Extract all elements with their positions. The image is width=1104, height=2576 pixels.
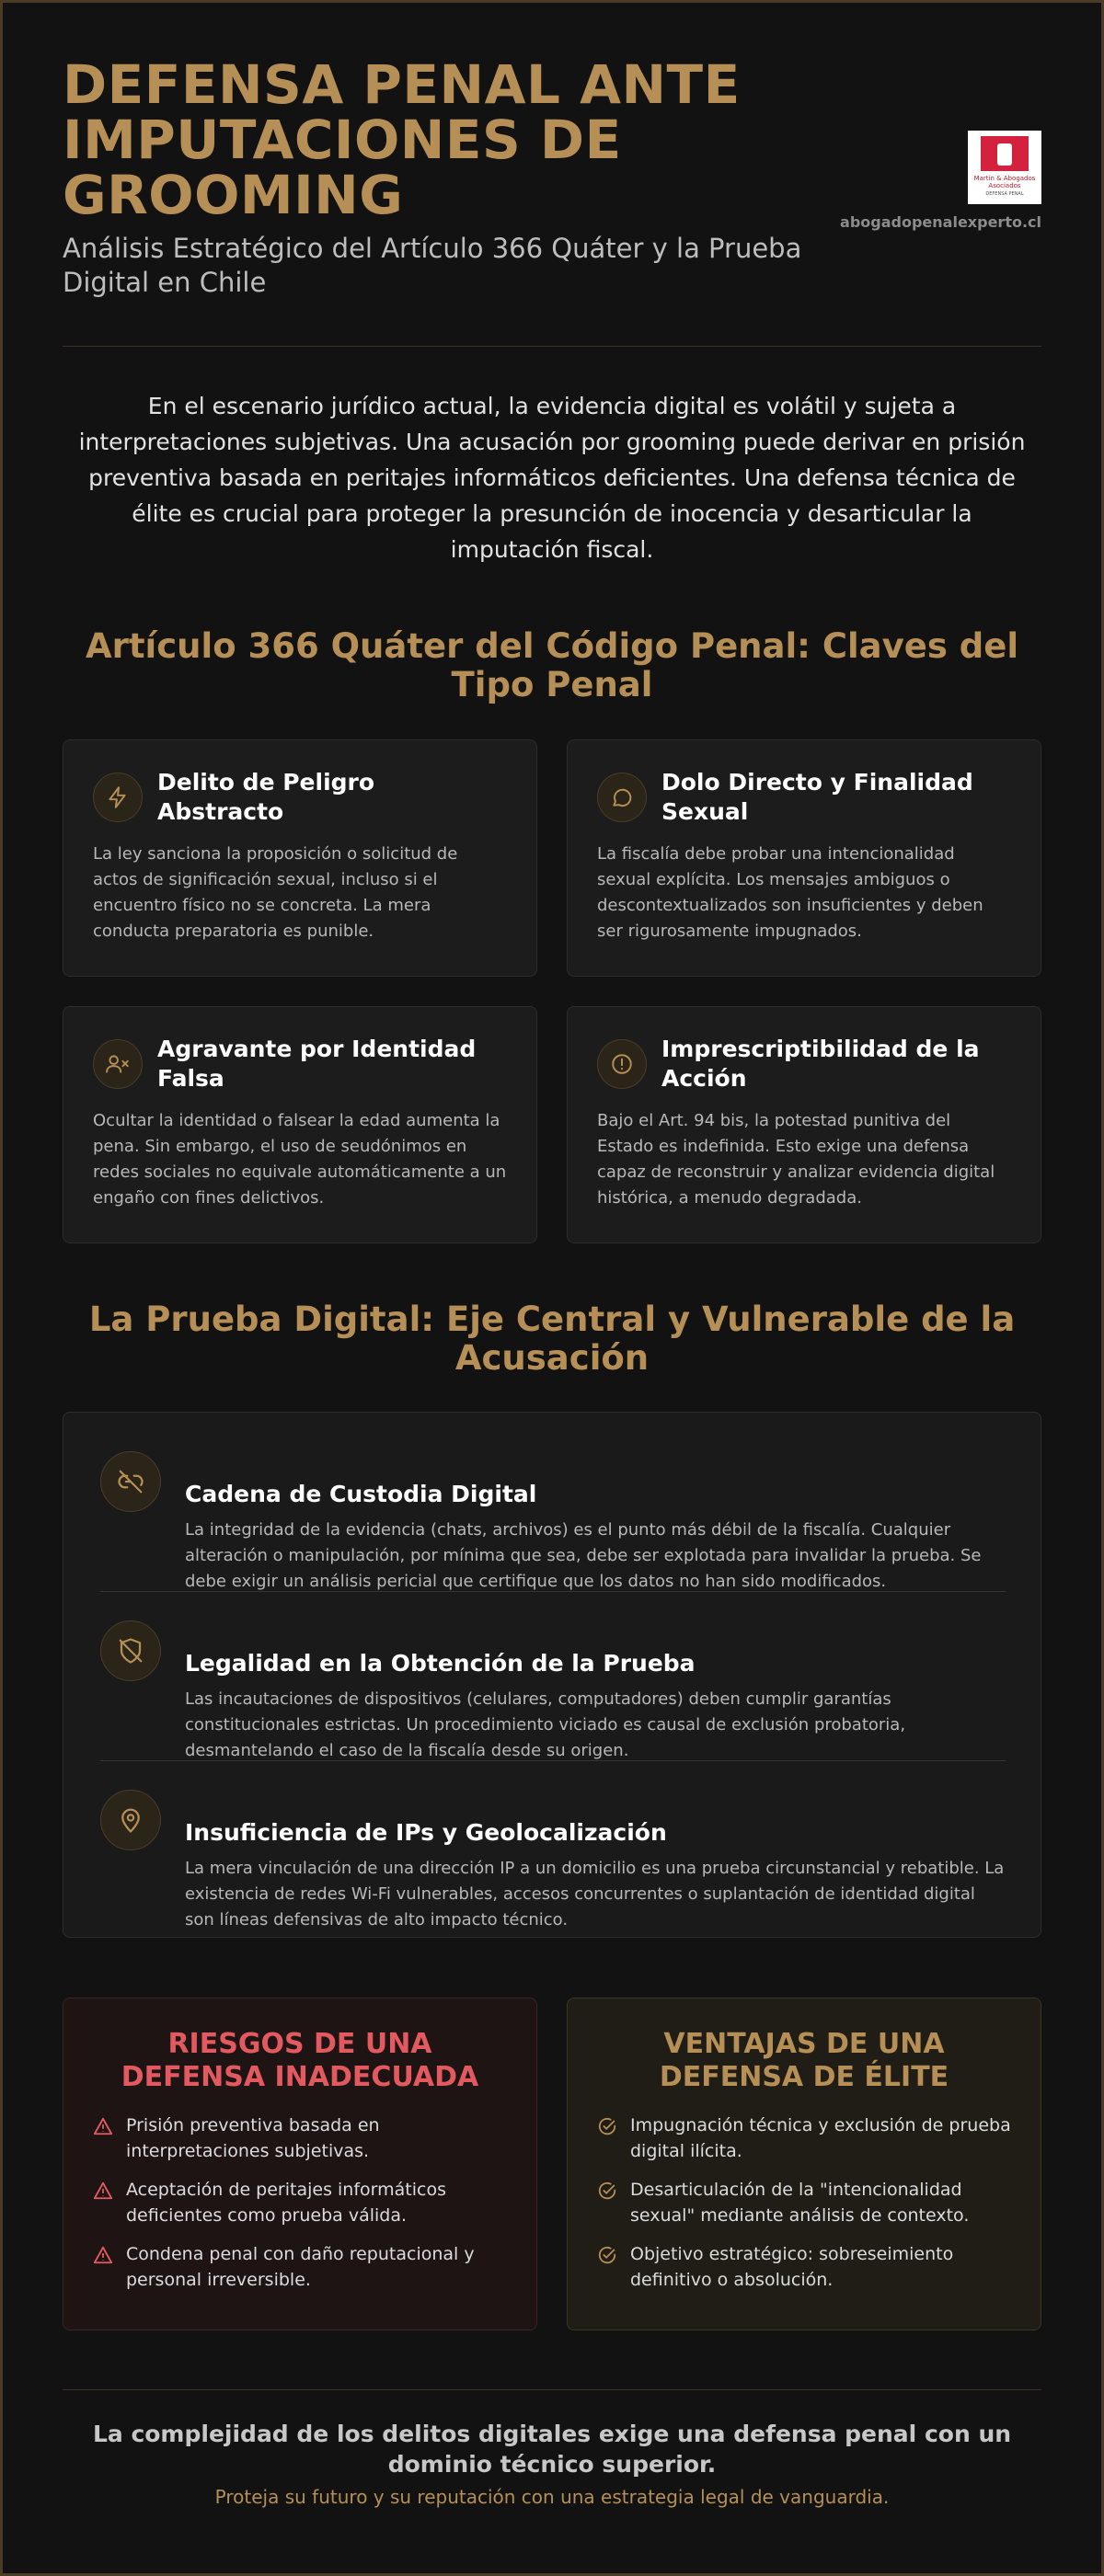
list-item: Prisión preventiva basada en interpretaciones subjetivas. bbox=[93, 2112, 507, 2164]
card-identidad-falsa bbox=[63, 1006, 537, 1243]
card-title: Imprescriptibilidad de la Acción bbox=[661, 1036, 980, 1092]
broken-link-icon bbox=[100, 1451, 161, 1512]
section-title-article: Artículo 366 Quáter del Código Penal: Claves del Tipo Penal bbox=[85, 626, 1019, 704]
divider bbox=[100, 1591, 1006, 1592]
alert-circle-icon bbox=[597, 1039, 647, 1089]
list-item: Desarticulación de la "intencionalidad sexual" mediante análisis de contexto. bbox=[597, 2177, 1011, 2228]
item-title: Cadena de Custodia Digital bbox=[185, 1481, 537, 1507]
list-item bbox=[100, 1786, 1006, 1929]
user-x-icon bbox=[93, 1039, 143, 1089]
risks-title: RIESGOS DE UNA DEFENSA INADECUADA bbox=[121, 2028, 479, 2093]
list-item bbox=[100, 1617, 1006, 1760]
page-title: DEFENSA PENAL ANTE IMPUTACIONES DE GROOMING bbox=[63, 53, 741, 226]
page-subtitle: Análisis Estratégico del Artículo 366 Quáter y la Prueba Digital en Chile bbox=[63, 233, 802, 298]
card-body: Ocultar la identidad o falsear la edad aumenta la pena. Sin embargo, el uso de seudónimos en redes sociales no equivale automáticamente a un engaño con fines delictivos. bbox=[93, 1111, 507, 1208]
shield-off-icon bbox=[100, 1620, 161, 1681]
item-body: La mera vinculación de una dirección IP a un domicilio es una prueba circunstancial y rebatible. La existencia de redes Wi-Fi vulnerables, accesos concurrentes o suplantación de identidad digital son líneas defensivas de alto impacto técnico. bbox=[185, 1859, 1005, 1929]
logo-mark-icon bbox=[981, 136, 1029, 171]
logo-subtext: DEFENSA PENAL bbox=[985, 191, 1024, 197]
card-title: Agravante por Identidad Falsa bbox=[157, 1036, 477, 1092]
card-title: Delito de Peligro Abstracto bbox=[157, 769, 375, 825]
card-title: Dolo Directo y Finalidad Sexual bbox=[661, 769, 973, 825]
closing-tagline: Proteja su futuro y su reputación con una estrategia legal de vanguardia. bbox=[214, 2486, 890, 2508]
advantages-title: VENTAJAS DE UNA DEFENSA DE ÉLITE bbox=[659, 2028, 949, 2093]
warning-icon bbox=[93, 2116, 119, 2136]
digital-evidence-panel bbox=[63, 1412, 1041, 1938]
card-peligro-abstracto bbox=[63, 739, 537, 977]
check-circle-icon bbox=[597, 2245, 623, 2265]
list-item: Objetivo estratégico: sobreseimiento definitivo o absolución. bbox=[597, 2241, 1011, 2293]
list-item: Impugnación técnica y exclusión de prueba digital ilícita. bbox=[597, 2112, 1011, 2164]
card-body: La ley sanciona la proposición o solicitud de actos de significación sexual, incluso si el encuentro físico no se concreta. La mera conducta preparatoria es punible. bbox=[93, 844, 458, 941]
risks-panel bbox=[63, 1998, 537, 2330]
card-dolo-directo bbox=[567, 739, 1041, 977]
map-pin-icon bbox=[100, 1790, 161, 1850]
list-item: Condena penal con daño reputacional y personal irreversible. bbox=[93, 2241, 507, 2293]
speech-bubble-icon bbox=[597, 773, 647, 822]
warning-icon bbox=[93, 2245, 119, 2265]
list-item bbox=[100, 1448, 1006, 1591]
list-item: Aceptación de peritajes informáticos deficientes como prueba válida. bbox=[93, 2177, 507, 2228]
logo-text: Martín & Abogados Asociados bbox=[973, 175, 1036, 189]
header bbox=[63, 53, 1041, 298]
brand bbox=[821, 131, 1041, 231]
divider bbox=[100, 1760, 1006, 1761]
divider bbox=[63, 346, 1041, 347]
lightning-icon bbox=[93, 773, 143, 822]
divider bbox=[63, 2389, 1041, 2390]
intro-text: En el escenario jurídico actual, la evidencia digital es volátil y sujeta a interpretaciones subjetivas. Una acusación por grooming puede derivar en prisión preventiva basada en peritajes informáticos deficientes. Una defensa técnica de élite es crucial para proteger la presunción de inocencia y desarticular la imputación fiscal. bbox=[78, 393, 1026, 563]
check-circle-icon bbox=[597, 2116, 623, 2136]
card-imprescriptibilidad bbox=[567, 1006, 1041, 1243]
logo bbox=[968, 131, 1041, 204]
item-body: La integridad de la evidencia (chats, archivos) es el punto más débil de la fiscalía. Cualquier alteración o manipulación, por mínima que sea, debe ser explotada para invalidar la prueba. Se debe exigir un análisis pericial que certifique que los datos no han sido modificados. bbox=[185, 1520, 982, 1591]
site-link[interactable]: abogadopenalexperto.cl bbox=[840, 213, 1041, 231]
advantages-panel bbox=[567, 1998, 1041, 2330]
warning-icon bbox=[93, 2181, 119, 2201]
card-body: La fiscalía debe probar una intencionalidad sexual explícita. Los mensajes ambiguos o descontextualizados son insuficientes y deben ser rigurosamente impugnados. bbox=[597, 844, 983, 941]
item-title: Insuficiencia de IPs y Geolocalización bbox=[185, 1819, 667, 1846]
closing-statement: La complejidad de los delitos digitales exige una defensa penal con un dominio técnico superior. bbox=[92, 2421, 1012, 2478]
check-circle-icon bbox=[597, 2181, 623, 2201]
item-body: Las incautaciones de dispositivos (celulares, computadores) deben cumplir garantías constitucionales estrictas. Un procedimiento viciado es causal de exclusión probatoria, desmantelando el caso de la fiscalía desde su origen. bbox=[185, 1689, 906, 1760]
card-body: Bajo el Art. 94 bis, la potestad punitiva del Estado es indefinida. Esto exige una defensa capaz de reconstruir y analizar evidencia digital histórica, a menudo degradada. bbox=[597, 1111, 995, 1208]
item-title: Legalidad en la Obtención de la Prueba bbox=[185, 1650, 696, 1677]
section-title-digital: La Prueba Digital: Eje Central y Vulnerable de la Acusación bbox=[88, 1299, 1016, 1378]
